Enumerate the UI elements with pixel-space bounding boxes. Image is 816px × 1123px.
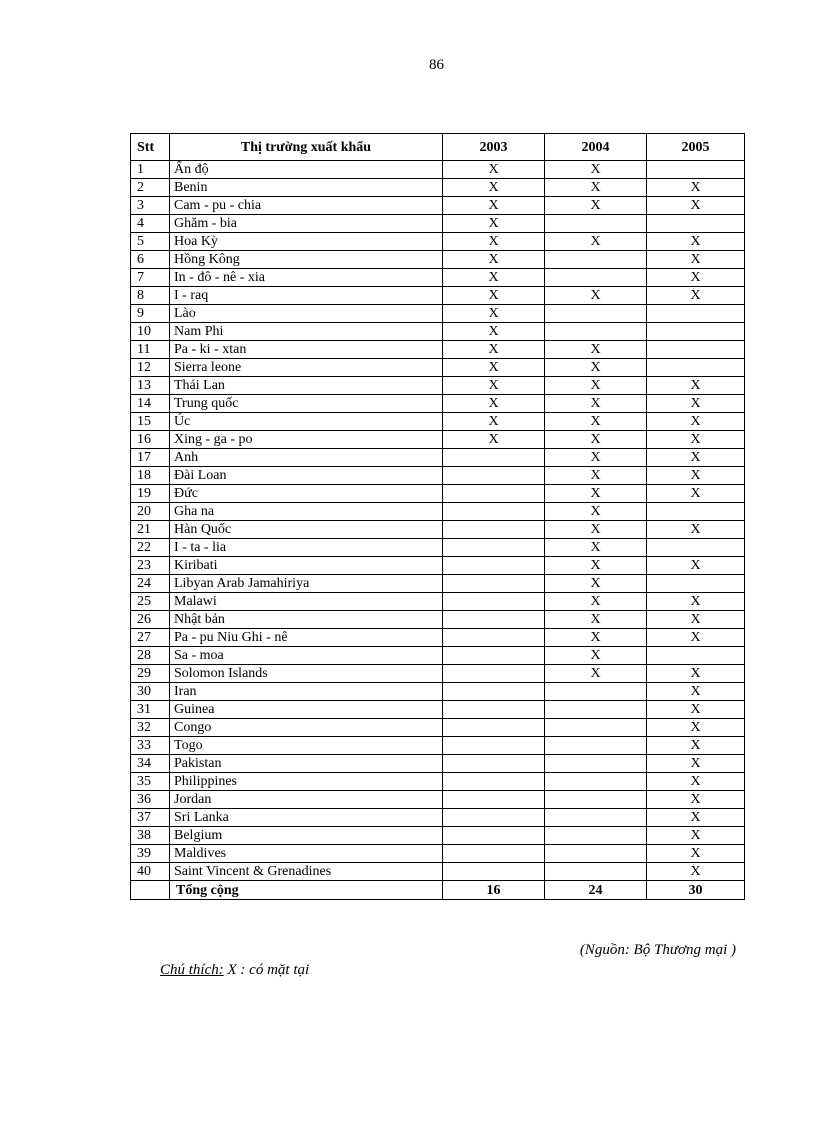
- table-row: [131, 863, 745, 881]
- mark-2003-cell: [443, 449, 545, 467]
- mark-2004-cell: X: [545, 233, 647, 251]
- table-row: [131, 269, 745, 287]
- mark-2005-cell: [647, 503, 745, 521]
- mark-2004-cell: [545, 701, 647, 719]
- stt-cell: 33: [131, 737, 170, 755]
- page-number: 86: [429, 57, 444, 73]
- market-name-cell: Libyan Arab Jamahiriya: [170, 575, 443, 593]
- mark-2005-cell: [647, 341, 745, 359]
- mark-2003-cell: [443, 575, 545, 593]
- stt-cell: 34: [131, 755, 170, 773]
- market-name-cell: Hồng Kông: [170, 251, 443, 269]
- mark-2003-cell: [443, 683, 545, 701]
- mark-2003-cell: X: [443, 395, 545, 413]
- table-row: [131, 539, 745, 557]
- table-row: [131, 215, 745, 233]
- mark-2003-cell: X: [443, 377, 545, 395]
- mark-2004-cell: X: [545, 665, 647, 683]
- header-market: Thị trường xuất khẩu: [170, 134, 443, 161]
- market-name-cell: Xing - ga - po: [170, 431, 443, 449]
- market-name-cell: Congo: [170, 719, 443, 737]
- mark-2005-cell: X: [647, 467, 745, 485]
- mark-2004-cell: X: [545, 359, 647, 377]
- mark-2004-cell: [545, 791, 647, 809]
- stt-cell: 39: [131, 845, 170, 863]
- legend-text: X : có mặt tại: [223, 962, 310, 978]
- mark-2004-cell: [545, 719, 647, 737]
- mark-2003-cell: X: [443, 323, 545, 341]
- table-row: [131, 431, 745, 449]
- mark-2003-cell: X: [443, 287, 545, 305]
- market-name-cell: Guinea: [170, 701, 443, 719]
- stt-cell: 17: [131, 449, 170, 467]
- stt-cell: 26: [131, 611, 170, 629]
- mark-2005-cell: X: [647, 251, 745, 269]
- mark-2005-cell: X: [647, 791, 745, 809]
- mark-2005-cell: X: [647, 395, 745, 413]
- mark-2004-cell: X: [545, 629, 647, 647]
- stt-cell: 5: [131, 233, 170, 251]
- market-name-cell: I - ta - lia: [170, 539, 443, 557]
- stt-cell: 30: [131, 683, 170, 701]
- header-2004: 2004: [545, 134, 647, 161]
- mark-2005-cell: X: [647, 485, 745, 503]
- mark-2005-cell: X: [647, 521, 745, 539]
- mark-2004-cell: X: [545, 449, 647, 467]
- market-name-cell: Belgium: [170, 827, 443, 845]
- mark-2005-cell: X: [647, 773, 745, 791]
- table-row: [131, 251, 745, 269]
- table-row: [131, 647, 745, 665]
- mark-2004-cell: [545, 305, 647, 323]
- mark-2005-cell: X: [647, 197, 745, 215]
- mark-2004-cell: X: [545, 161, 647, 179]
- mark-2003-cell: X: [443, 161, 545, 179]
- table-row: [131, 773, 745, 791]
- market-name-cell: Togo: [170, 737, 443, 755]
- market-name-cell: Anh: [170, 449, 443, 467]
- mark-2004-cell: X: [545, 395, 647, 413]
- mark-2004-cell: [545, 737, 647, 755]
- stt-cell: 24: [131, 575, 170, 593]
- stt-cell: 31: [131, 701, 170, 719]
- mark-2003-cell: X: [443, 269, 545, 287]
- table-row: [131, 593, 745, 611]
- market-name-cell: Saint Vincent & Grenadines: [170, 863, 443, 881]
- mark-2005-cell: X: [647, 683, 745, 701]
- mark-2005-cell: X: [647, 809, 745, 827]
- mark-2003-cell: [443, 791, 545, 809]
- market-name-cell: Pa - ki - xtan: [170, 341, 443, 359]
- mark-2004-cell: [545, 863, 647, 881]
- market-name-cell: Úc: [170, 413, 443, 431]
- mark-2005-cell: X: [647, 701, 745, 719]
- market-name-cell: Sa - moa: [170, 647, 443, 665]
- stt-cell: 3: [131, 197, 170, 215]
- mark-2005-cell: X: [647, 269, 745, 287]
- stt-cell: 8: [131, 287, 170, 305]
- mark-2005-cell: X: [647, 179, 745, 197]
- table-row: [131, 503, 745, 521]
- stt-cell: 7: [131, 269, 170, 287]
- market-name-cell: Pakistan: [170, 755, 443, 773]
- total-2003: 16: [443, 881, 545, 900]
- mark-2003-cell: [443, 773, 545, 791]
- stt-cell: 40: [131, 863, 170, 881]
- mark-2004-cell: X: [545, 287, 647, 305]
- mark-2005-cell: X: [647, 665, 745, 683]
- market-name-cell: Kiribati: [170, 557, 443, 575]
- table-row: [131, 611, 745, 629]
- mark-2005-cell: [647, 359, 745, 377]
- table-row: [131, 179, 745, 197]
- mark-2005-cell: [647, 539, 745, 557]
- mark-2004-cell: X: [545, 593, 647, 611]
- mark-2003-cell: [443, 755, 545, 773]
- table-row: [131, 827, 745, 845]
- legend-label: Chú thích:: [160, 962, 224, 978]
- stt-cell: 10: [131, 323, 170, 341]
- stt-cell: 28: [131, 647, 170, 665]
- mark-2004-cell: X: [545, 539, 647, 557]
- table-row: [131, 629, 745, 647]
- mark-2004-cell: X: [545, 413, 647, 431]
- mark-2004-cell: [545, 215, 647, 233]
- market-name-cell: Sierra leone: [170, 359, 443, 377]
- market-name-cell: Ghăm - bia: [170, 215, 443, 233]
- mark-2004-cell: X: [545, 467, 647, 485]
- stt-cell: 19: [131, 485, 170, 503]
- market-name-cell: Benin: [170, 179, 443, 197]
- table-row: [131, 377, 745, 395]
- market-name-cell: Lào: [170, 305, 443, 323]
- market-name-cell: Iran: [170, 683, 443, 701]
- mark-2003-cell: [443, 701, 545, 719]
- mark-2004-cell: [545, 845, 647, 863]
- mark-2004-cell: X: [545, 197, 647, 215]
- mark-2003-cell: [443, 611, 545, 629]
- stt-cell: 9: [131, 305, 170, 323]
- table-row: [131, 683, 745, 701]
- table-row: [131, 755, 745, 773]
- stt-cell: 36: [131, 791, 170, 809]
- table-row: [131, 665, 745, 683]
- mark-2004-cell: X: [545, 377, 647, 395]
- market-name-cell: I - raq: [170, 287, 443, 305]
- mark-2005-cell: X: [647, 863, 745, 881]
- mark-2003-cell: [443, 629, 545, 647]
- market-name-cell: Hàn Quốc: [170, 521, 443, 539]
- mark-2004-cell: X: [545, 431, 647, 449]
- header-stt: Stt: [131, 134, 170, 161]
- mark-2004-cell: X: [545, 503, 647, 521]
- table-row: [131, 161, 745, 179]
- mark-2005-cell: X: [647, 755, 745, 773]
- stt-cell: 27: [131, 629, 170, 647]
- mark-2003-cell: X: [443, 233, 545, 251]
- mark-2003-cell: [443, 863, 545, 881]
- market-name-cell: Trung quốc: [170, 395, 443, 413]
- legend-note: [160, 962, 309, 979]
- table-row: [131, 557, 745, 575]
- mark-2003-cell: X: [443, 359, 545, 377]
- stt-cell: 11: [131, 341, 170, 359]
- stt-cell: 13: [131, 377, 170, 395]
- table-row: [131, 233, 745, 251]
- table-row: [131, 341, 745, 359]
- market-name-cell: Malawi: [170, 593, 443, 611]
- market-name-cell: Cam - pu - chia: [170, 197, 443, 215]
- market-name-cell: Nam Phi: [170, 323, 443, 341]
- mark-2004-cell: X: [545, 647, 647, 665]
- table-row: [131, 737, 745, 755]
- mark-2004-cell: X: [545, 341, 647, 359]
- stt-cell: 23: [131, 557, 170, 575]
- mark-2003-cell: [443, 521, 545, 539]
- mark-2003-cell: [443, 719, 545, 737]
- table-body: [131, 161, 745, 881]
- table-row: [131, 413, 745, 431]
- mark-2005-cell: X: [647, 557, 745, 575]
- mark-2004-cell: X: [545, 611, 647, 629]
- mark-2005-cell: X: [647, 611, 745, 629]
- source-note: (Nguồn: Bộ Thương mại ): [579, 942, 736, 958]
- mark-2005-cell: X: [647, 431, 745, 449]
- total-2005: 30: [647, 881, 745, 900]
- table-row: [131, 395, 745, 413]
- table-row: [131, 521, 745, 539]
- mark-2005-cell: X: [647, 449, 745, 467]
- mark-2005-cell: X: [647, 287, 745, 305]
- table-row: [131, 305, 745, 323]
- mark-2004-cell: X: [545, 485, 647, 503]
- mark-2003-cell: X: [443, 413, 545, 431]
- export-market-table: [130, 133, 745, 900]
- mark-2005-cell: X: [647, 719, 745, 737]
- mark-2004-cell: [545, 251, 647, 269]
- stt-cell: 35: [131, 773, 170, 791]
- market-name-cell: In - đô - nê - xia: [170, 269, 443, 287]
- mark-2005-cell: X: [647, 629, 745, 647]
- mark-2005-cell: X: [647, 377, 745, 395]
- mark-2003-cell: X: [443, 431, 545, 449]
- stt-cell: 2: [131, 179, 170, 197]
- mark-2004-cell: X: [545, 179, 647, 197]
- market-name-cell: Ấn độ: [170, 161, 443, 179]
- table-header-row: [131, 134, 745, 161]
- mark-2005-cell: [647, 647, 745, 665]
- market-name-cell: Gha na: [170, 503, 443, 521]
- stt-cell: 14: [131, 395, 170, 413]
- stt-cell: 38: [131, 827, 170, 845]
- mark-2003-cell: [443, 539, 545, 557]
- mark-2003-cell: [443, 593, 545, 611]
- table-row: [131, 809, 745, 827]
- mark-2003-cell: [443, 809, 545, 827]
- market-name-cell: Đức: [170, 485, 443, 503]
- mark-2003-cell: X: [443, 251, 545, 269]
- stt-cell: 4: [131, 215, 170, 233]
- market-name-cell: Sri Lanka: [170, 809, 443, 827]
- table-row: [131, 575, 745, 593]
- mark-2003-cell: X: [443, 179, 545, 197]
- total-stt-cell: [131, 881, 170, 900]
- table-row: [131, 287, 745, 305]
- mark-2003-cell: [443, 647, 545, 665]
- table-row: [131, 449, 745, 467]
- stt-cell: 20: [131, 503, 170, 521]
- stt-cell: 15: [131, 413, 170, 431]
- mark-2003-cell: [443, 485, 545, 503]
- mark-2005-cell: [647, 215, 745, 233]
- total-row: [131, 881, 745, 900]
- mark-2005-cell: X: [647, 845, 745, 863]
- stt-cell: 6: [131, 251, 170, 269]
- mark-2004-cell: X: [545, 575, 647, 593]
- mark-2004-cell: [545, 323, 647, 341]
- table-row: [131, 467, 745, 485]
- mark-2003-cell: [443, 557, 545, 575]
- header-2005: 2005: [647, 134, 745, 161]
- mark-2003-cell: X: [443, 215, 545, 233]
- stt-cell: 25: [131, 593, 170, 611]
- mark-2004-cell: [545, 683, 647, 701]
- stt-cell: 18: [131, 467, 170, 485]
- mark-2005-cell: X: [647, 233, 745, 251]
- header-2003: 2003: [443, 134, 545, 161]
- mark-2005-cell: [647, 323, 745, 341]
- table-row: [131, 323, 745, 341]
- mark-2003-cell: [443, 503, 545, 521]
- mark-2005-cell: X: [647, 827, 745, 845]
- mark-2004-cell: [545, 269, 647, 287]
- stt-cell: 32: [131, 719, 170, 737]
- market-name-cell: Jordan: [170, 791, 443, 809]
- mark-2005-cell: [647, 575, 745, 593]
- stt-cell: 37: [131, 809, 170, 827]
- stt-cell: 22: [131, 539, 170, 557]
- table-row: [131, 701, 745, 719]
- market-name-cell: Pa - pu Niu Ghi - nê: [170, 629, 443, 647]
- mark-2004-cell: X: [545, 521, 647, 539]
- mark-2005-cell: [647, 161, 745, 179]
- mark-2003-cell: X: [443, 341, 545, 359]
- stt-cell: 29: [131, 665, 170, 683]
- total-label: Tổng cộng: [170, 881, 443, 900]
- mark-2003-cell: X: [443, 305, 545, 323]
- stt-cell: 12: [131, 359, 170, 377]
- table-row: [131, 197, 745, 215]
- table-row: [131, 485, 745, 503]
- mark-2003-cell: [443, 665, 545, 683]
- market-name-cell: Solomon Islands: [170, 665, 443, 683]
- market-name-cell: Nhật bản: [170, 611, 443, 629]
- table-row: [131, 845, 745, 863]
- mark-2005-cell: X: [647, 737, 745, 755]
- table-row: [131, 359, 745, 377]
- market-name-cell: Hoa Kỳ: [170, 233, 443, 251]
- mark-2003-cell: X: [443, 197, 545, 215]
- mark-2005-cell: X: [647, 593, 745, 611]
- market-name-cell: Maldives: [170, 845, 443, 863]
- mark-2005-cell: [647, 305, 745, 323]
- market-name-cell: Thái Lan: [170, 377, 443, 395]
- mark-2003-cell: [443, 467, 545, 485]
- mark-2004-cell: [545, 773, 647, 791]
- mark-2004-cell: X: [545, 557, 647, 575]
- stt-cell: 1: [131, 161, 170, 179]
- mark-2004-cell: [545, 755, 647, 773]
- mark-2004-cell: [545, 827, 647, 845]
- mark-2003-cell: [443, 845, 545, 863]
- mark-2004-cell: [545, 809, 647, 827]
- stt-cell: 16: [131, 431, 170, 449]
- mark-2005-cell: X: [647, 413, 745, 431]
- mark-2003-cell: [443, 827, 545, 845]
- mark-2003-cell: [443, 737, 545, 755]
- total-2004: 24: [545, 881, 647, 900]
- market-name-cell: Philippines: [170, 773, 443, 791]
- table-row: [131, 791, 745, 809]
- table-row: [131, 719, 745, 737]
- market-name-cell: Đài Loan: [170, 467, 443, 485]
- stt-cell: 21: [131, 521, 170, 539]
